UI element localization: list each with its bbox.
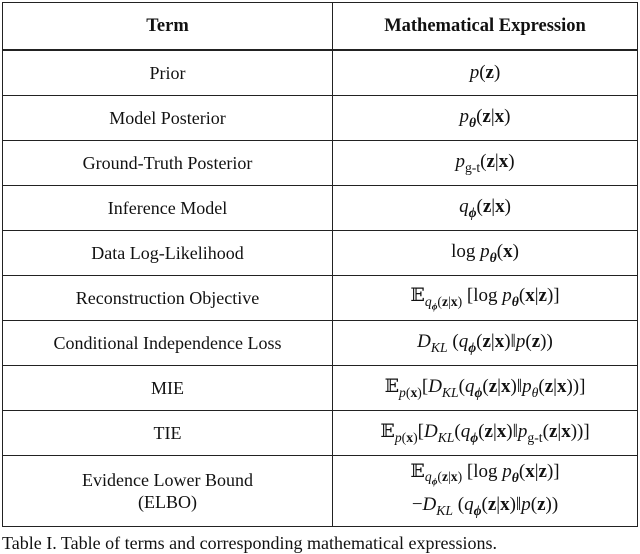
math-italic: q [459, 195, 469, 217]
term-label: Reconstruction Objective [75, 287, 260, 308]
math-text: )] [546, 460, 560, 482]
math-subscript [436, 503, 453, 518]
math-text: ) [504, 195, 511, 217]
math-italic: KL [441, 384, 459, 400]
math-bold: x [525, 284, 535, 306]
math-italic: p [394, 429, 402, 445]
math-bold-italic: ϕ [431, 476, 438, 488]
term-cell [3, 456, 333, 527]
math-text: 𝔼 [410, 460, 425, 482]
expression-cell [333, 321, 638, 366]
math-bold-italic: ϕ [468, 204, 477, 220]
math-text: | [534, 460, 539, 482]
term-cell [3, 366, 333, 411]
math-bold: z [484, 421, 493, 443]
math-text: | [448, 469, 451, 485]
math-italic: D [423, 421, 438, 443]
math-text: | [490, 105, 495, 127]
term-label: TIE [153, 422, 182, 443]
math-bold: x [500, 493, 510, 515]
math-subscript [490, 249, 497, 264]
math-text: )) [545, 493, 559, 515]
math-text: | [557, 421, 562, 443]
math-bold-italic: ϕ [473, 502, 482, 518]
math-italic: KL [436, 502, 453, 518]
table-caption: Table I. Table of terms and corresponding mathematical expressions. [2, 533, 497, 553]
math-text: )) [540, 330, 553, 352]
term-label: Data Log-Likelihood [91, 242, 244, 263]
math-text: ( [525, 330, 532, 352]
math-italic: p [515, 330, 526, 352]
math-italic: q [424, 293, 432, 309]
term-cell [3, 276, 333, 321]
math-bold: z [538, 460, 547, 482]
math-expression [333, 151, 637, 176]
math-italic: q [464, 376, 475, 398]
table-row [3, 456, 638, 527]
math-bold: z [482, 330, 491, 352]
math-subscript [399, 385, 422, 400]
math-text: ( [453, 493, 465, 515]
math-text: | [553, 376, 557, 398]
math-text: log [451, 240, 481, 262]
math-text: ( [454, 421, 461, 443]
math-bold: x [496, 421, 507, 443]
term-cell [3, 141, 333, 186]
math-bold: x [406, 429, 414, 445]
expression-cell [333, 231, 638, 276]
expression-cell [333, 366, 638, 411]
math-text: ( [458, 376, 465, 398]
math-subscript [469, 204, 477, 219]
math-text: ( [405, 384, 411, 400]
math-bold-italic: θ [511, 293, 519, 309]
term-label: Evidence Lower Bound [82, 470, 253, 490]
math-italic: p [502, 460, 512, 482]
math-text: ( [481, 493, 488, 515]
math-italic: q [458, 330, 469, 352]
table-row [3, 50, 638, 96]
math-italic: D [417, 330, 431, 352]
math-bold-italic: θ [511, 469, 519, 485]
math-text: | [497, 376, 501, 398]
math-text: )‖ [504, 330, 516, 352]
term-label-line2: (ELBO) [138, 492, 197, 512]
math-expression [333, 62, 637, 84]
term-label: MIE [151, 377, 184, 398]
math-text: ( [518, 284, 526, 306]
math-text: | [490, 330, 495, 352]
header-row [3, 3, 638, 51]
table-row [3, 321, 638, 366]
math-bold: x [494, 105, 505, 127]
math-text: | [496, 493, 501, 515]
math-subscript [465, 159, 480, 174]
term-label: Conditional Independence Loss [53, 332, 282, 353]
math-bold: x [556, 376, 567, 398]
math-text: [log [462, 284, 503, 306]
math-text: g-t [527, 429, 543, 445]
math-italic: D [428, 376, 442, 398]
math-italic: KL [437, 429, 455, 445]
math-text: ) [457, 293, 463, 309]
math-subscript [468, 339, 476, 354]
math-bold: z [544, 376, 554, 398]
math-text: g-t [464, 159, 481, 175]
math-text: ( [476, 105, 483, 127]
math-subscript [431, 339, 448, 354]
math-text: ( [447, 330, 459, 352]
math-text: ) [508, 150, 515, 172]
expression-cell [333, 276, 638, 321]
math-bold-italic: ϕ [470, 429, 479, 445]
math-text: ) [417, 384, 422, 400]
math-bold: z [441, 293, 449, 309]
math-italic: p [521, 493, 531, 515]
table-row [3, 366, 638, 411]
math-bold: z [486, 150, 495, 172]
math-text: ( [478, 421, 485, 443]
math-expression [333, 241, 637, 266]
math-subscript [474, 503, 482, 518]
math-bold: x [525, 460, 535, 482]
math-bold: x [498, 150, 509, 172]
math-text: | [448, 293, 451, 309]
math-text: ) [504, 105, 511, 127]
math-expression [333, 331, 637, 356]
math-bold: z [488, 376, 498, 398]
term-cell [3, 96, 333, 141]
math-text: [log [462, 460, 503, 482]
math-text: ( [476, 195, 483, 217]
math-italic: p [459, 105, 469, 127]
math-text: ( [538, 376, 545, 398]
math-bold-italic: ϕ [468, 339, 477, 355]
table-row [3, 96, 638, 141]
math-subscript [527, 430, 542, 445]
term-label: Inference Model [107, 197, 228, 218]
math-subscript [512, 294, 519, 309]
math-subscript [512, 469, 519, 484]
math-bold: x [450, 469, 458, 485]
term-cell [3, 186, 333, 231]
math-text: ( [437, 293, 442, 309]
math-subscript [424, 469, 463, 488]
table-row [3, 141, 638, 186]
table-row [3, 411, 638, 456]
math-text: ( [518, 460, 526, 482]
math-bold: x [503, 240, 513, 262]
math-bold-italic: ϕ [431, 301, 438, 313]
table-row [3, 231, 638, 276]
math-text: ( [482, 376, 489, 398]
math-text: ))] [570, 421, 590, 443]
math-subscript [395, 430, 418, 445]
math-text: )] [546, 284, 560, 306]
math-expression [333, 106, 637, 131]
math-bold: z [482, 195, 492, 217]
math-bold: x [495, 195, 505, 217]
math-bold: z [441, 469, 449, 485]
math-bold: z [548, 421, 558, 443]
math-expression [333, 494, 637, 522]
term-cell [3, 231, 333, 276]
math-text: )‖ [506, 421, 518, 443]
terms-table [2, 2, 638, 527]
table-row [3, 276, 638, 321]
math-text: ))] [566, 376, 586, 398]
math-bold: x [494, 330, 505, 352]
expression-cell [333, 96, 638, 141]
math-text: − [411, 493, 423, 515]
math-text: | [494, 150, 499, 172]
term-label: Prior [149, 62, 186, 83]
math-text: ( [530, 493, 538, 515]
math-text: 𝔼 [410, 284, 425, 306]
math-text: ( [437, 469, 442, 485]
math-text: 𝔼 [384, 376, 400, 398]
math-expression [333, 196, 637, 221]
math-bold-italic: θ [468, 114, 477, 130]
math-bold: x [500, 376, 511, 398]
math-subscript [424, 293, 463, 313]
math-subscript [442, 385, 459, 400]
expression-cell [333, 186, 638, 231]
math-expression [333, 420, 637, 446]
math-expression [333, 284, 637, 312]
math-italic: D [422, 493, 437, 515]
math-subscript [438, 430, 455, 445]
math-subscript [470, 430, 478, 445]
math-text: ) [457, 469, 463, 485]
math-text: ) [413, 429, 418, 445]
term-cell [3, 411, 333, 456]
math-italic: p [480, 240, 490, 262]
math-bold: z [485, 62, 494, 83]
expression-cell [333, 50, 638, 96]
expression-cell [333, 411, 638, 456]
header-term: Term [3, 3, 333, 51]
math-text: ) [493, 62, 501, 83]
math-bold: z [487, 493, 497, 515]
math-italic: p [455, 150, 465, 172]
math-text: ( [479, 62, 486, 83]
math-italic: p [522, 376, 532, 398]
math-italic: p [502, 284, 512, 306]
math-italic: KL [430, 339, 448, 355]
math-text: ( [496, 240, 504, 262]
math-bold: z [537, 493, 546, 515]
math-bold-italic: θ [489, 249, 497, 265]
math-text: 𝔼 [380, 421, 395, 443]
math-text: ) [512, 240, 519, 262]
math-text: ( [480, 150, 487, 172]
math-italic: p [469, 62, 480, 83]
math-text: ( [542, 421, 549, 443]
math-text: | [534, 284, 539, 306]
math-text: [ [421, 376, 429, 398]
math-text: )‖ [510, 376, 523, 398]
math-bold: z [531, 330, 541, 352]
math-bold: x [561, 421, 571, 443]
header-expression: Mathematical Expression [333, 3, 638, 51]
math-italic: q [464, 493, 474, 515]
math-bold: z [538, 284, 547, 306]
math-italic: p [517, 421, 528, 443]
expression-cell [333, 456, 638, 527]
math-italic: q [460, 421, 471, 443]
math-expression [333, 461, 637, 494]
math-bold: x [410, 384, 418, 400]
math-text: ( [476, 330, 483, 352]
table-row [3, 186, 638, 231]
math-text: [ [417, 421, 424, 443]
math-text: ( [401, 429, 407, 445]
math-bold-italic: ϕ [474, 384, 483, 400]
term-label: Model Posterior [109, 107, 226, 128]
term-cell [3, 50, 333, 96]
math-text: | [491, 195, 496, 217]
math-italic: q [424, 469, 432, 485]
math-text: | [492, 421, 497, 443]
math-bold: z [482, 105, 491, 127]
math-expression [333, 375, 637, 401]
math-text: )‖ [509, 493, 522, 515]
term-label: Ground-Truth Posterior [82, 152, 253, 173]
math-italic: p [399, 384, 406, 400]
expression-cell [333, 141, 638, 186]
term-cell [3, 321, 333, 366]
math-bold: x [450, 293, 458, 309]
math-italic: θ [531, 384, 539, 400]
